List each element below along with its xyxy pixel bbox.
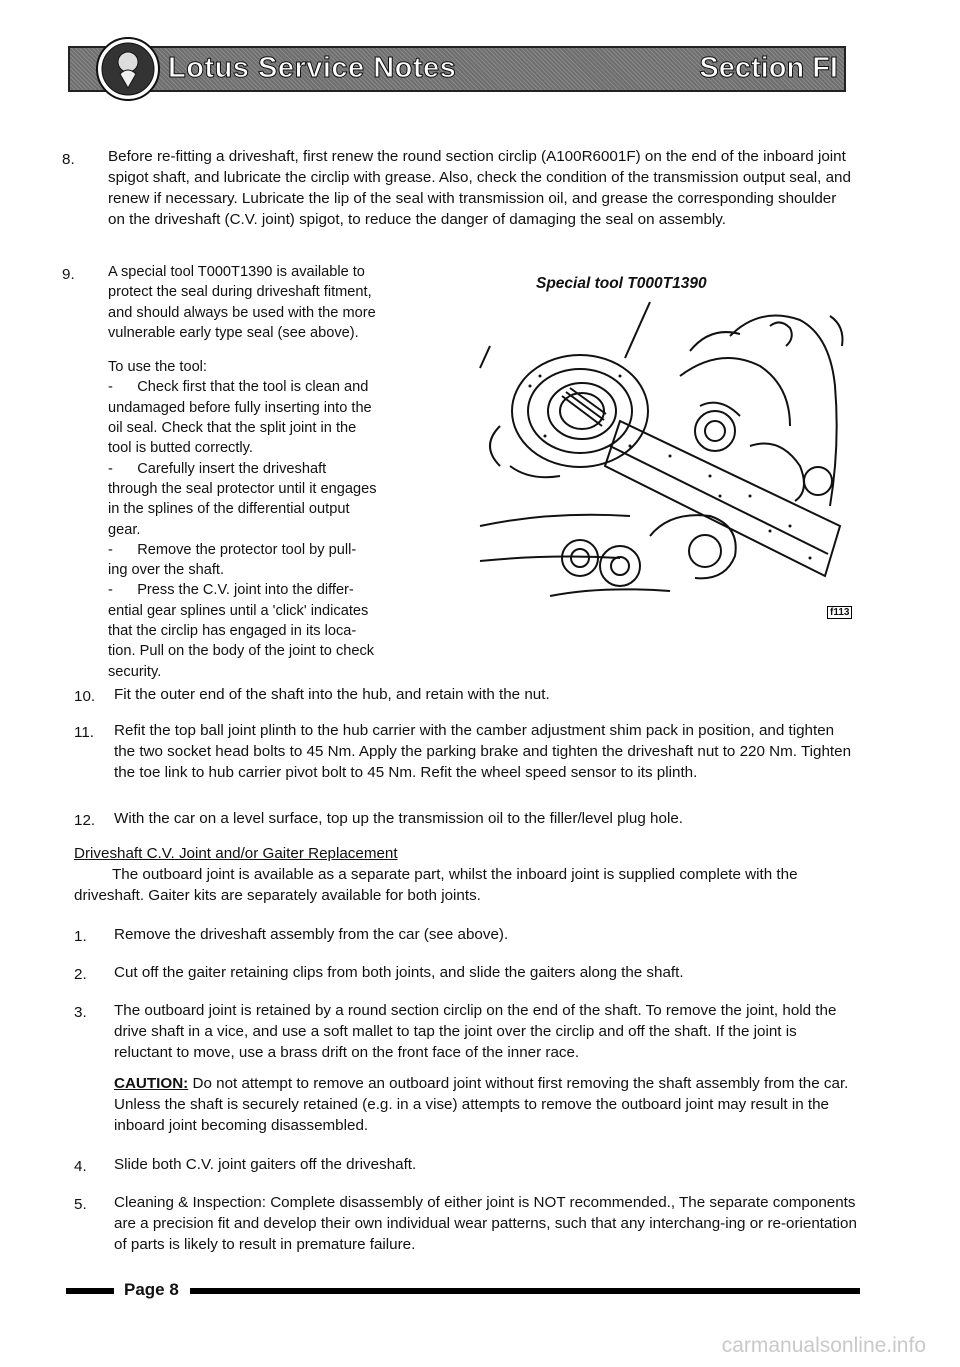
step-number: 12. — [74, 812, 96, 829]
text-line: security. — [108, 663, 162, 680]
page-number: Page 8 — [124, 1280, 179, 1299]
header-section: Section FI — [699, 52, 838, 84]
caution-label: CAUTION: — [114, 1075, 189, 1092]
caution-note — [114, 1073, 859, 1136]
text-line: ential gear splines until a 'click' indicates — [108, 602, 369, 619]
step-number: 4. — [74, 1158, 87, 1175]
step-text: Before re-fitting a driveshaft, first renew the round section circlip (A100R6001F) on the end of the inboard joint spigot shaft, and lubricate the circlip with grease. Also, check the condition of the transmission output seal, and renew if necessary. Lubricate the lip of the seal with transmission oil, and grease the corresponding shoulder on the driveshaft (C.V. joint) spigot, to reduce the danger of damaging the seal on assembly. — [108, 148, 851, 228]
step-text: Refit the top ball joint plinth to the hub carrier with the camber adjustment shim pack in position, and tighten the two socket head bolts to 45 Nm. Apply the parking brake and tighten the driveshaft nut to 220 Nm. Tighten the toe link to hub carrier pivot bolt to 45 Nm. Refit the wheel speed sensor to its plinth. — [114, 722, 852, 781]
step-text: Fit the outer end of the shaft into the hub, and retain with the nut. — [114, 686, 550, 703]
step-text: Cleaning & Inspection: Complete disassembly of either joint is NOT recommended., The separate components are a precision fit and develop their own individual wear patterns, such that any interchang-ing or re-orientation of parts is likely to result in premature failure. — [114, 1194, 857, 1253]
footer-rule-right — [190, 1288, 860, 1294]
text-line: gear. — [108, 521, 141, 538]
figure-tag: f113 — [827, 606, 852, 619]
step-text: With the car on a level surface, top up the transmission oil to the filler/level plug hole. — [114, 810, 683, 827]
step-number: 8. — [62, 151, 75, 168]
step-number: 10. — [74, 688, 96, 705]
text-line: protect the seal during driveshaft fitment, — [108, 284, 372, 301]
text-line: in the splines of the differential output — [108, 501, 350, 518]
text-line: - Check first that the tool is clean and — [108, 379, 369, 396]
footer-rule-left — [66, 1288, 114, 1294]
text-line: tool is butted correctly. — [108, 440, 253, 457]
text-line: - Press the C.V. joint into the differ- — [108, 582, 354, 599]
text-line: oil seal. Check that the split joint in the — [108, 420, 357, 437]
spacer — [108, 343, 408, 357]
text-line: tion. Pull on the body of the joint to check — [108, 643, 375, 660]
text-line: To use the tool: — [108, 359, 207, 376]
step-text: The outboard joint is retained by a round section circlip on the end of the shaft. To remove the joint, hold the drive shaft in a vice, and use a soft mallet to tap the joint over the circlip and off the shaft. If the joint is reluctant to move, use a brass drift on the front face of the inner race. — [114, 1002, 837, 1061]
caution-text: Do not attempt to remove an outboard joint without first removing the shaft assembly from the car. Unless the shaft is securely retained (e.g. in a vise) attempts to remove the outboard joint may result in the inboard joint becoming disassembled. — [114, 1075, 849, 1134]
header-title: Lotus Service Notes — [168, 52, 457, 84]
text-line: vulnerable early type seal (see above). — [108, 324, 359, 341]
step-text: Remove the driveshaft assembly from the car (see above). — [114, 926, 509, 943]
step-9-text — [108, 262, 408, 682]
text-line: A special tool T000T1390 is available to — [108, 264, 365, 280]
text-line: that the circlip has engaged in its loca- — [108, 623, 357, 640]
section-intro: The outboard joint is available as a separate part, whilst the inboard joint is supplied complete with the driveshaft. Gaiter kits are separately available for both joints. — [74, 866, 798, 904]
step-number: 3. — [74, 1004, 87, 1021]
step-number: 5. — [74, 1196, 87, 1213]
figure-caption: Special tool T000T1390 — [536, 275, 707, 292]
text-line: ing over the shaft. — [108, 562, 225, 579]
text-line: - Carefully insert the driveshaft — [108, 460, 327, 477]
step-number: 1. — [74, 928, 87, 945]
step-number: 9. — [62, 266, 75, 283]
lotus-logo-icon — [94, 36, 162, 102]
section-heading: Driveshaft C.V. Joint and/or Gaiter Replacement — [74, 845, 398, 862]
step-number: 11. — [74, 724, 94, 741]
text-line: and should always be used with the more — [108, 304, 376, 321]
step-number: 2. — [74, 966, 87, 983]
step-text: Slide both C.V. joint gaiters off the driveshaft. — [114, 1156, 417, 1173]
special-tool-illustration — [470, 296, 865, 616]
step-text: Cut off the gaiter retaining clips from both joints, and slide the gaiters along the shaft. — [114, 964, 684, 981]
text-line: - Remove the protector tool by pull- — [108, 541, 357, 558]
text-line: undamaged before fully inserting into the — [108, 399, 372, 416]
watermark: carmanualsonline.info — [721, 1334, 926, 1357]
text-line: through the seal protector until it engages — [108, 480, 377, 497]
